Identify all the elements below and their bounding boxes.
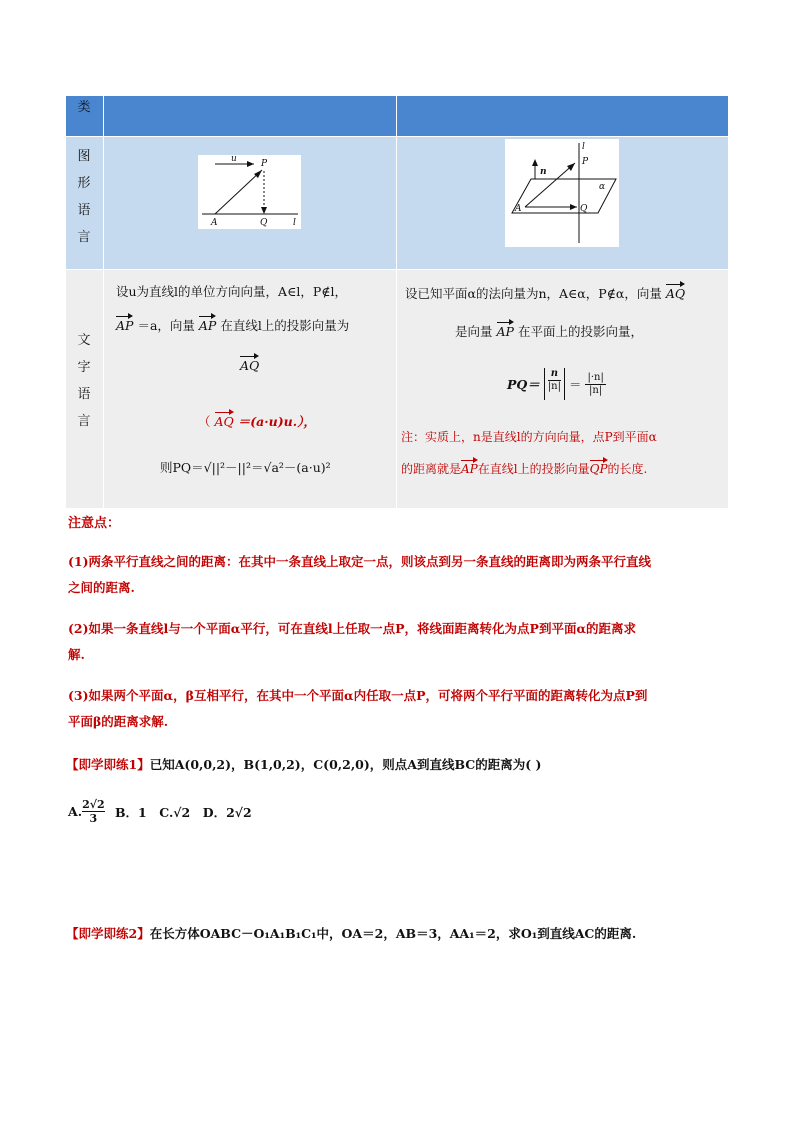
- option-A-den: 3: [89, 812, 98, 825]
- right-line-1-text: 设已知平面α的法向量为n，A∈α，P∉α，向量: [405, 286, 662, 301]
- options-rest: B．1 C.√2 D．2√2: [114, 804, 252, 820]
- left-line-2-tail: ＝a，向量: [137, 318, 195, 333]
- left-line-2: [116, 314, 349, 334]
- projection-formula: PQ＝ $\frac{n}{|n|}$ ＝ $\frac{|\cdot n|}{|n|}$: [507, 368, 606, 400]
- fig1-label-u: u: [231, 155, 237, 164]
- left-line-2-end: 在直线l上的投影向量为: [220, 318, 350, 333]
- exercise-1-options: [68, 798, 252, 825]
- left-line-4-tail: ＝(a·u)u.），: [237, 414, 316, 429]
- formula-den: |n|: [547, 381, 561, 392]
- fig1-label-l: l: [293, 218, 296, 228]
- right-line-2-tail: 在平面上的投影向量，: [517, 324, 643, 339]
- formula-num: n: [548, 368, 561, 381]
- text-side-char-2: 字: [77, 360, 91, 375]
- notes-title: 注意点：: [68, 516, 121, 531]
- text-side-char-3: 语: [77, 387, 91, 402]
- left-line-1: 设u为直线l的单位方向向量，A∈l，P∉l，: [116, 284, 347, 299]
- right-line-2-pre: 是向量: [455, 324, 493, 339]
- vector-AP: AP: [116, 314, 133, 333]
- figure-row-side: [66, 137, 103, 269]
- text-row-side: [66, 270, 103, 508]
- table-header-left: [104, 96, 396, 136]
- left-line-4-open: （: [198, 414, 211, 429]
- text-side-char-1: 文: [77, 333, 91, 348]
- exercise-1: [66, 755, 541, 773]
- vector-AP-right: AP: [497, 320, 514, 339]
- vector-AP-2: AP: [199, 314, 216, 333]
- note-2-cont: 解.: [68, 647, 85, 662]
- fig1-label-Q: Q: [260, 218, 268, 228]
- text-row-right: [397, 270, 728, 508]
- right-note-2b: 在直线l上的投影向量: [477, 462, 590, 476]
- figure-row-left: [104, 137, 396, 269]
- figure-side-char-3: 语: [77, 203, 91, 218]
- exercise-2: [66, 924, 636, 942]
- exercise-2-text: 在长方体OABC－O₁A₁B₁C₁中，OA＝2，AB＝3，AA₁＝2，求O₁到直线AC的距离.: [149, 926, 637, 941]
- table-header-side: [66, 96, 103, 136]
- option-A-label: A.: [68, 804, 83, 819]
- fig2-label-alpha: α: [599, 182, 606, 192]
- vector-AQ: AQ: [240, 354, 259, 373]
- vector-AP-note: AP: [461, 458, 478, 476]
- fig1-label-A: A: [211, 218, 218, 228]
- right-note-2a: 的距离就是: [401, 462, 462, 476]
- fig2-label-A: A: [515, 204, 522, 214]
- exercise-1-tag: 【即学即练1】: [66, 757, 150, 772]
- vector-QP-note: QP: [590, 458, 608, 476]
- fig1-label-P: P: [261, 159, 268, 169]
- right-note-2c: 的长度.: [607, 462, 648, 476]
- right-line-2: [455, 320, 643, 340]
- note-3-cont: 平面β的距离求解.: [68, 714, 169, 729]
- right-note-1: 注：实质上，n是直线l的方向向量，点P到平面α: [401, 430, 657, 444]
- left-line-4: [198, 410, 316, 430]
- text-side-char-4: 言: [77, 414, 91, 429]
- fig2-label-l: l: [582, 142, 585, 152]
- left-line-5: 则PQ＝√||²－||²＝√a²－(a·u)²: [160, 460, 331, 475]
- left-line-3: [240, 354, 259, 373]
- right-note-2: [401, 458, 647, 477]
- exercise-1-text: 已知A(0,0,2)，B(1,0,2)，C(0,2,0)，则点A到直线BC的距离为( ): [149, 757, 542, 772]
- note-3: (3)如果两个平面α，β互相平行，在其中一个平面α内任取一点P，可将两个平行平面的距离转化为点P到: [68, 688, 648, 703]
- table-header-right: [397, 96, 728, 136]
- option-A-num: 2√2: [82, 798, 105, 811]
- header-side-label: 类: [77, 100, 91, 115]
- vector-AQ-red: AQ: [215, 410, 234, 429]
- vector-AQ-right: AQ: [666, 282, 685, 301]
- line-projection-figure: [198, 155, 301, 229]
- right-line-1: [405, 282, 685, 302]
- fig2-label-n: n: [540, 167, 547, 177]
- note-2: (2)如果一条直线l与一个平面α平行，可在直线l上任取一点P，将线面距离转化为点P到平面α的距离求: [68, 621, 637, 636]
- note-1: (1)两条平行直线之间的距离：在其中一条直线上取定一点，则该点到另一条直线的距离即为两条平行直线: [68, 554, 652, 569]
- figure-side-char-2: 形: [77, 176, 91, 191]
- figure-row-right: [397, 137, 728, 269]
- plane-projection-figure: [505, 139, 619, 247]
- figure-side-char-4: 言: [77, 230, 91, 245]
- formula-lhs: PQ＝: [507, 377, 540, 392]
- fig2-label-Q: Q: [580, 204, 588, 214]
- text-row-left: [104, 270, 396, 508]
- formula-den-2: |n|: [589, 384, 603, 396]
- exercise-2-tag: 【即学即练2】: [66, 926, 150, 941]
- fig2-label-P: P: [582, 157, 589, 167]
- note-1-cont: 之间的距离.: [68, 580, 135, 595]
- figure-side-char-1: 图: [77, 149, 91, 164]
- formula-num-2: |·n|: [587, 371, 604, 383]
